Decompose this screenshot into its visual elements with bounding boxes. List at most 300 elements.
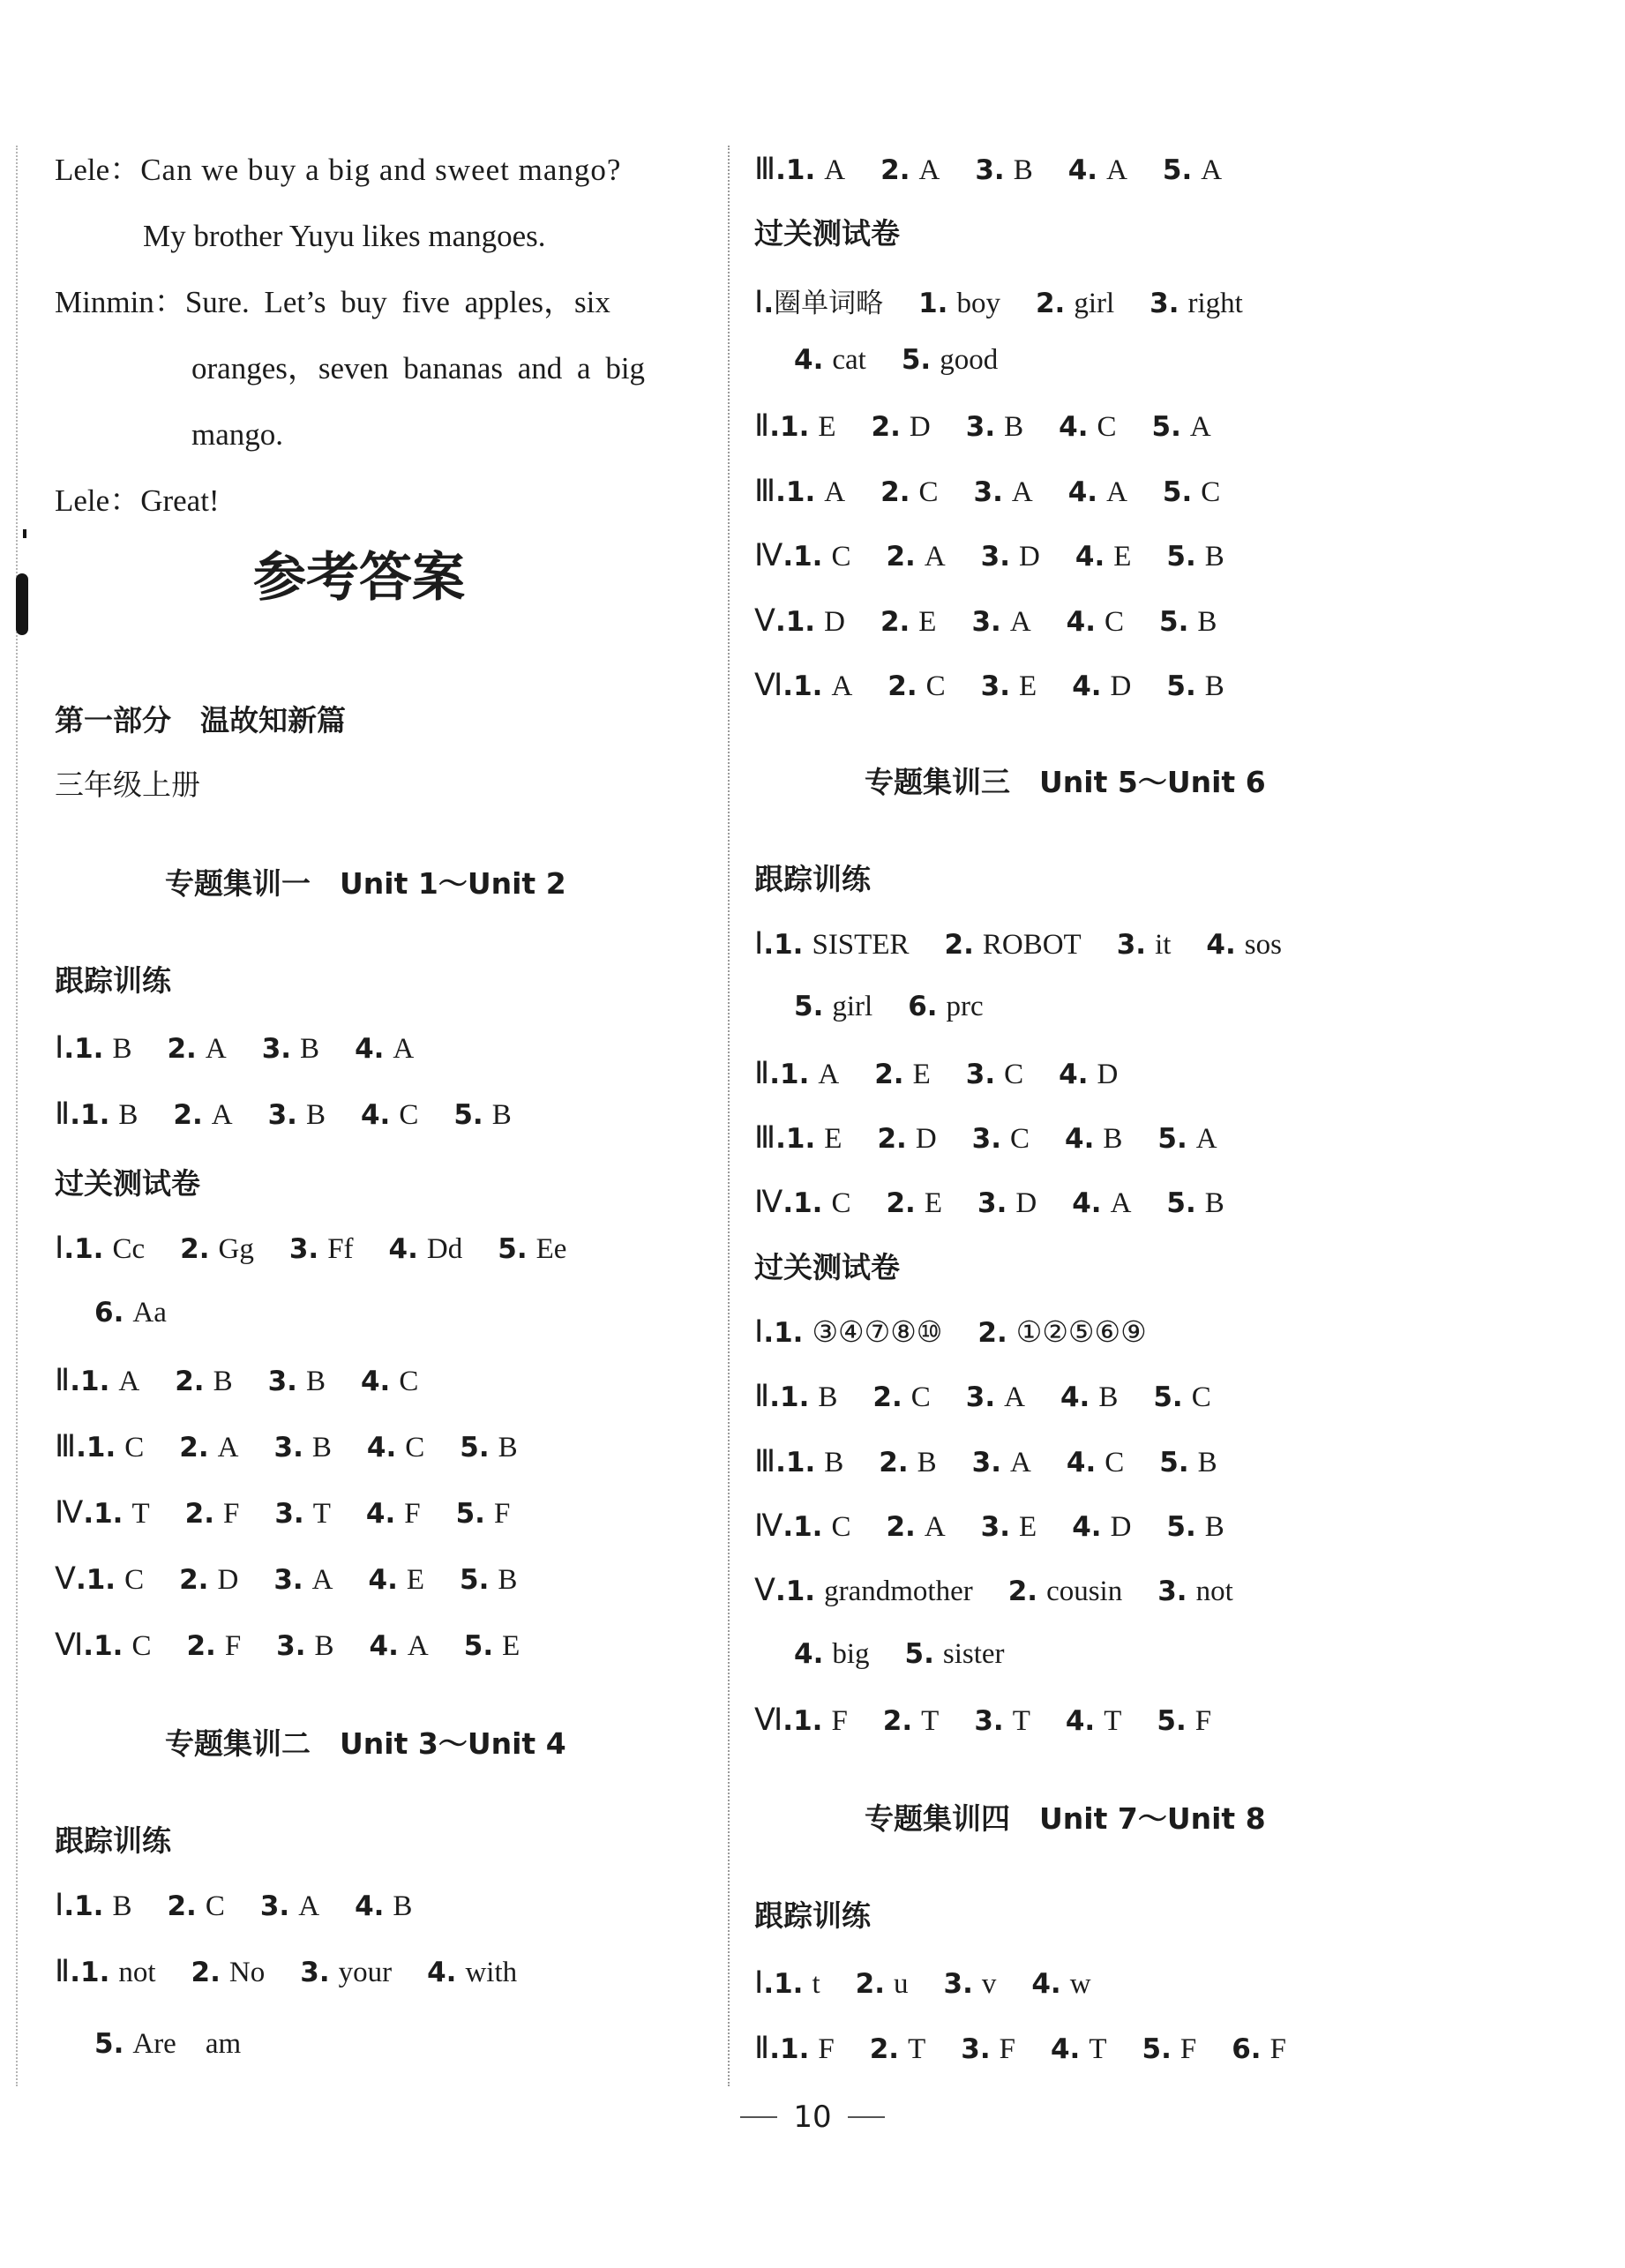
item-number: 4. — [1072, 670, 1102, 702]
roman-dot: . — [70, 1099, 81, 1131]
part-title: 第一部分 温故知新篇 — [55, 703, 346, 737]
item-number: 4. — [1066, 606, 1097, 638]
item-answer: girl — [832, 991, 873, 1022]
answer-item — [972, 1123, 1030, 1156]
dialogue-line: mango. — [191, 417, 284, 452]
roman-numeral: Ⅵ — [754, 1703, 783, 1737]
item-number: 5. — [1166, 670, 1196, 702]
item-number: 2. — [872, 1381, 902, 1413]
item-answer: B — [824, 1447, 844, 1478]
roman-numeral: Ⅱ — [55, 1363, 71, 1397]
item-answer: D — [909, 411, 931, 443]
answer-item — [427, 1957, 517, 1989]
item-number: 3. — [259, 1890, 290, 1922]
answer-item — [300, 1957, 392, 1989]
item-number: 2. — [871, 411, 901, 443]
item-number: 3. — [974, 1705, 1004, 1737]
item-answer: A — [1010, 1447, 1031, 1478]
item-number: 5. — [1162, 154, 1193, 186]
item-number: 1. — [774, 1968, 804, 2000]
answer-row — [794, 991, 1019, 1023]
item-answer: B — [112, 1033, 132, 1065]
section-title: 专题集训三 Unit 5～Unit 6 — [865, 765, 1266, 799]
roman-numeral: Ⅳ — [754, 1508, 783, 1543]
item-answer: T — [921, 1705, 940, 1737]
answer-row — [754, 1185, 1260, 1220]
item-number: 2. — [879, 1447, 909, 1478]
roman-numeral: Ⅱ — [55, 1097, 71, 1131]
answer-item — [786, 1123, 842, 1156]
answer-item — [80, 1957, 156, 1989]
item-number: 3. — [973, 476, 1003, 508]
roman-numeral: Ⅰ — [754, 1965, 764, 2000]
item-answer: E — [406, 1564, 425, 1596]
answer-item — [460, 1564, 517, 1597]
item-number: 4. — [1072, 1511, 1102, 1543]
item-number: 5. — [453, 1099, 483, 1131]
tracking-label: 跟踪训练 — [55, 963, 171, 998]
answer-row — [754, 474, 1255, 509]
item-answer: A — [1195, 1123, 1217, 1155]
roman-dot: . — [775, 154, 786, 186]
answer-item — [94, 1630, 151, 1663]
item-answer: boy — [956, 288, 1000, 319]
item-number: 5. — [904, 1638, 934, 1670]
item-number: 3. — [971, 1123, 1002, 1155]
item-number: 4. — [1059, 1059, 1089, 1090]
answer-row — [754, 1056, 1153, 1091]
answer-item — [274, 1432, 332, 1464]
item-number: 1. — [94, 1630, 124, 1662]
item-number: 1. — [74, 1890, 104, 1922]
item-answer: cat — [832, 344, 866, 376]
answer-item — [1065, 1123, 1122, 1156]
item-answer: A — [393, 1033, 415, 1065]
answer-item — [972, 1447, 1031, 1479]
item-number: 6. — [1232, 2033, 1262, 2065]
item-number: 1. — [774, 1317, 804, 1349]
item-number: 2. — [877, 1123, 907, 1155]
answer-row — [794, 344, 1033, 377]
item-answer: B — [1004, 411, 1024, 443]
item-number: 5. — [1166, 541, 1196, 573]
item-number: 3. — [965, 411, 996, 443]
item-answer: No — [228, 1957, 266, 1988]
answer-item — [361, 1366, 418, 1398]
item-number: 4. — [1065, 1123, 1095, 1155]
item-answer: E — [918, 606, 937, 638]
answer-row — [55, 1495, 545, 1531]
item-answer: A — [1004, 1381, 1025, 1413]
item-number: 1. — [80, 1366, 110, 1397]
answer-item — [273, 1564, 333, 1597]
item-answer: E — [824, 1123, 842, 1155]
item-answer: B — [1197, 1447, 1217, 1478]
section-title: 专题集训二 Unit 3～Unit 4 — [165, 1726, 566, 1761]
answer-item — [786, 1576, 973, 1608]
answer-row — [754, 668, 1260, 703]
item-number: 5. — [1159, 1447, 1189, 1478]
answer-item — [977, 1314, 1146, 1350]
item-answer: A — [1106, 154, 1127, 186]
item-number: 4. — [1059, 411, 1089, 443]
roman-numeral: Ⅲ — [55, 1429, 77, 1463]
answer-item — [1149, 288, 1243, 320]
answer-item — [369, 1564, 425, 1597]
answer-item — [1166, 1511, 1224, 1544]
item-answer: C — [1191, 1381, 1211, 1413]
item-answer: F — [831, 1705, 848, 1737]
item-number: 2. — [184, 1498, 214, 1530]
item-number: 1. — [785, 1447, 816, 1478]
dialogue-line: oranges，seven bananas and a big — [191, 351, 646, 385]
grade-title: 三年级上册 — [55, 767, 200, 802]
answer-item — [1051, 2033, 1107, 2066]
answer-row — [754, 1120, 1253, 1156]
roman-numeral: Ⅰ — [754, 1314, 764, 1349]
item-answer: D — [1097, 1059, 1119, 1090]
item-answer: A — [831, 670, 853, 702]
answer-item — [1068, 154, 1127, 187]
item-number: 3. — [975, 154, 1005, 186]
roman-dot: . — [775, 476, 786, 508]
answer-item — [880, 606, 937, 639]
item-number: 4. — [1067, 154, 1098, 186]
answer-item — [780, 1059, 839, 1091]
answer-row — [55, 1363, 453, 1398]
answer-item — [1066, 1705, 1122, 1738]
item-number: 3. — [980, 1511, 1011, 1543]
item-answer: C — [831, 1187, 851, 1219]
answer-item — [1072, 1187, 1131, 1220]
section-title: 专题集训一 Unit 1～Unit 2 — [165, 866, 566, 901]
item-answer: Dd — [426, 1233, 463, 1265]
roman-numeral: Ⅱ — [754, 1056, 770, 1090]
item-answer: B — [818, 1381, 838, 1413]
item-number: 5. — [901, 344, 932, 376]
item-number: 4. — [355, 1033, 385, 1065]
item-answer: B — [498, 1432, 518, 1463]
item-answer: F — [1194, 1705, 1212, 1737]
item-number: 2. — [175, 1366, 205, 1397]
item-number: 4. — [1067, 476, 1098, 508]
item-number: 1. — [780, 1381, 810, 1413]
answer-row — [754, 1444, 1253, 1479]
answer-item — [1157, 1123, 1217, 1156]
item-number: 4. — [365, 1498, 396, 1530]
item-number: 1. — [80, 1099, 110, 1131]
item-number: 2. — [944, 929, 974, 961]
test-label: 过关测试卷 — [55, 1166, 200, 1201]
roman-numeral: Ⅴ — [55, 1561, 76, 1596]
answer-note: 圈单词略 — [774, 288, 884, 319]
item-number: 4. — [1072, 1187, 1102, 1219]
answer-row — [55, 1628, 555, 1663]
answer-item — [944, 1968, 997, 2001]
item-answer: A — [824, 154, 846, 186]
answer-item — [268, 1366, 326, 1398]
answer-item — [887, 670, 945, 703]
item-answer: C — [1004, 1059, 1024, 1090]
item-number: 3. — [971, 1447, 1002, 1478]
answer-row — [754, 1965, 1127, 2001]
item-answer: E — [924, 1187, 942, 1219]
item-answer: A — [918, 154, 940, 186]
answer-row — [754, 538, 1260, 573]
answer-row — [55, 1097, 547, 1132]
answer-item — [918, 288, 1000, 320]
answer-item — [793, 670, 852, 703]
item-number: 2. — [179, 1432, 209, 1463]
item-number: 5. — [498, 1233, 528, 1265]
item-answer: A — [1201, 154, 1223, 186]
item-answer: A — [205, 1033, 227, 1065]
item-answer: Gg — [218, 1233, 254, 1265]
item-answer: D — [1110, 1511, 1132, 1543]
answer-item — [1072, 1511, 1131, 1544]
answer-row — [754, 1573, 1269, 1608]
dialogue-line: Lele：Can we buy a big and sweet mango? — [55, 153, 622, 187]
item-answer: C — [918, 476, 939, 508]
roman-numeral: Ⅱ — [754, 1379, 770, 1413]
item-answer: not — [118, 1957, 156, 1988]
answer-item — [180, 1233, 254, 1266]
item-number: 3. — [980, 670, 1011, 702]
answer-item — [981, 1511, 1037, 1544]
item-answer: D — [217, 1564, 239, 1596]
item-number: 4. — [794, 344, 824, 376]
answer-item — [877, 1123, 936, 1156]
answer-item — [464, 1630, 520, 1663]
item-answer: t — [812, 1968, 820, 2000]
item-number: 1. — [785, 1576, 816, 1607]
item-number: 1. — [918, 288, 948, 319]
roman-dot: . — [775, 606, 786, 638]
item-number: 4. — [1206, 929, 1236, 961]
roman-dot: . — [70, 1957, 81, 1988]
item-answer: A — [1009, 606, 1031, 638]
item-answer: B — [498, 1564, 518, 1596]
item-answer: B — [112, 1890, 132, 1922]
answer-item — [268, 1099, 326, 1132]
item-number: 5. — [460, 1564, 490, 1596]
answer-item — [1067, 1447, 1124, 1479]
roman-dot: . — [769, 1381, 781, 1413]
item-answer: C — [925, 670, 946, 702]
answer-item — [498, 1233, 566, 1266]
item-answer: C — [131, 1630, 152, 1662]
roman-dot: . — [763, 1968, 775, 2000]
roman-dot: . — [769, 2033, 781, 2065]
answer-item — [961, 2033, 1015, 2066]
answer-item — [794, 991, 872, 1023]
answer-item — [981, 541, 1040, 573]
answer-item — [793, 1511, 850, 1544]
answer-row — [754, 1703, 1247, 1738]
item-number: 3. — [274, 1498, 304, 1530]
item-number: 5. — [794, 991, 824, 1022]
answer-item — [361, 1099, 418, 1132]
item-answer: A — [924, 541, 946, 573]
item-answer: B — [1204, 1187, 1224, 1219]
item-answer: C — [124, 1564, 145, 1596]
answer-item — [191, 1957, 266, 1989]
item-answer: SISTER — [812, 929, 910, 961]
item-answer: A — [217, 1432, 239, 1463]
answer-item — [262, 1033, 319, 1066]
answer-item — [74, 1033, 131, 1066]
roman-numeral: Ⅵ — [754, 668, 783, 702]
item-number: 2. — [167, 1890, 197, 1922]
item-answer: sos — [1244, 929, 1282, 961]
item-number: 5. — [1166, 1511, 1196, 1543]
item-number: 2. — [886, 541, 916, 573]
item-answer: C — [1105, 606, 1125, 638]
roman-dot: . — [76, 1432, 86, 1463]
item-answer: u — [894, 1968, 909, 2000]
answer-item — [886, 541, 945, 573]
item-answer: A — [211, 1099, 233, 1131]
answer-item — [367, 1432, 424, 1464]
answer-item — [1068, 476, 1127, 509]
item-answer: T — [1104, 1705, 1122, 1737]
answer-item — [186, 1630, 241, 1663]
answer-item — [1060, 1381, 1118, 1414]
item-answer: T — [908, 2033, 926, 2065]
roman-numeral: Ⅲ — [754, 1120, 776, 1155]
tracking-label: 跟踪训练 — [754, 862, 871, 896]
roman-numeral: Ⅰ — [55, 1888, 64, 1922]
answer-item — [80, 1099, 138, 1132]
item-answer: E — [912, 1059, 931, 1090]
item-answer: C — [124, 1432, 145, 1463]
answer-row — [754, 926, 1317, 962]
binding-dot — [23, 529, 26, 538]
item-answer: B — [1013, 154, 1033, 186]
roman-dot: . — [775, 1447, 786, 1478]
item-number: 1. — [780, 1059, 810, 1090]
item-answer: grandmother — [824, 1576, 973, 1607]
answer-item — [179, 1432, 238, 1464]
answer-item — [794, 344, 866, 377]
answer-item — [1166, 1187, 1224, 1220]
item-number: 1. — [785, 606, 816, 638]
item-number: 2. — [179, 1564, 209, 1596]
item-number: 2. — [855, 1968, 885, 2000]
answer-item — [786, 476, 845, 509]
roman-numeral: Ⅱ — [754, 408, 770, 443]
answer-item — [856, 1968, 909, 2001]
answer-item — [1059, 411, 1116, 444]
item-answer: w — [1069, 1968, 1091, 2000]
answer-item — [355, 1890, 412, 1923]
roman-numeral: Ⅴ — [754, 603, 775, 638]
answer-item — [786, 1447, 843, 1479]
answer-row — [94, 1297, 202, 1329]
item-number: 5. — [1166, 1187, 1196, 1219]
roman-numeral: Ⅰ — [754, 285, 764, 319]
item-answer: C — [1097, 411, 1117, 443]
item-answer: B — [1204, 1511, 1224, 1543]
item-number: 3. — [980, 541, 1011, 573]
roman-numeral: Ⅲ — [754, 152, 776, 186]
item-number: 2. — [880, 606, 910, 638]
item-answer: A — [311, 1564, 333, 1596]
tracking-label: 跟踪训练 — [55, 1823, 171, 1858]
answer-item — [1117, 929, 1172, 962]
roman-numeral: Ⅲ — [754, 474, 776, 508]
item-answer: A — [298, 1890, 320, 1922]
answer-item — [870, 2033, 926, 2066]
answer-item — [774, 1968, 820, 2001]
dialogue-line: Minmin：Sure. Let’s buy five apples，six — [55, 285, 610, 319]
item-number: 1. — [793, 541, 823, 573]
answer-row — [94, 2020, 276, 2062]
answer-item — [1036, 288, 1114, 320]
item-answer: B — [393, 1890, 413, 1922]
item-number: 1. — [785, 476, 816, 508]
item-number: 3. — [1116, 929, 1147, 961]
item-answer: B — [300, 1033, 320, 1065]
roman-numeral: Ⅲ — [754, 1444, 776, 1478]
roman-numeral: Ⅴ — [754, 1573, 775, 1607]
item-answer: A — [118, 1366, 140, 1397]
item-answer: big — [832, 1638, 870, 1670]
item-answer: D — [1015, 1187, 1037, 1219]
answer-item — [879, 1447, 936, 1479]
item-answer: ①②⑤⑥⑨ — [1015, 1317, 1147, 1349]
test-label: 过关测试卷 — [754, 216, 900, 251]
answer-item — [880, 154, 940, 187]
answer-item — [966, 1059, 1023, 1091]
item-number: 1. — [86, 1564, 116, 1596]
item-answer: v — [981, 1968, 997, 2000]
item-answer: E — [818, 411, 836, 443]
item-answer: D — [1110, 670, 1132, 702]
item-answer: ③④⑦⑧⑩ — [812, 1317, 943, 1349]
answer-item — [453, 1099, 511, 1132]
answer-item — [1232, 2033, 1286, 2066]
item-answer: E — [1019, 1511, 1037, 1543]
answer-item — [974, 476, 1033, 509]
answer-row — [794, 1638, 1040, 1671]
item-number: 4. — [355, 1890, 385, 1922]
item-number: 2. — [882, 1705, 913, 1737]
answer-item — [874, 1059, 931, 1091]
item-answer: B — [314, 1630, 334, 1662]
roman-dot: . — [70, 1366, 81, 1397]
item-number: 2. — [180, 1233, 210, 1265]
item-number: 1. — [780, 411, 810, 443]
roman-dot: . — [75, 1564, 86, 1596]
item-answer: C — [831, 541, 851, 573]
item-number: 5. — [1157, 1123, 1187, 1155]
answer-item — [74, 1890, 131, 1923]
item-number: 2. — [977, 1317, 1007, 1349]
answer-item — [1008, 1576, 1123, 1608]
item-number: 3. — [288, 1233, 319, 1265]
roman-numeral: Ⅱ — [55, 1954, 71, 1988]
answer-row — [754, 603, 1252, 639]
item-number: 2. — [173, 1099, 203, 1131]
item-answer: C — [1105, 1447, 1125, 1478]
item-answer: F — [1179, 2033, 1197, 2065]
answer-item — [1159, 1447, 1217, 1479]
roman-dot: . — [763, 288, 775, 319]
item-number: 2. — [874, 1059, 904, 1090]
roman-dot: . — [783, 1705, 794, 1737]
roman-numeral: Ⅵ — [55, 1628, 84, 1662]
